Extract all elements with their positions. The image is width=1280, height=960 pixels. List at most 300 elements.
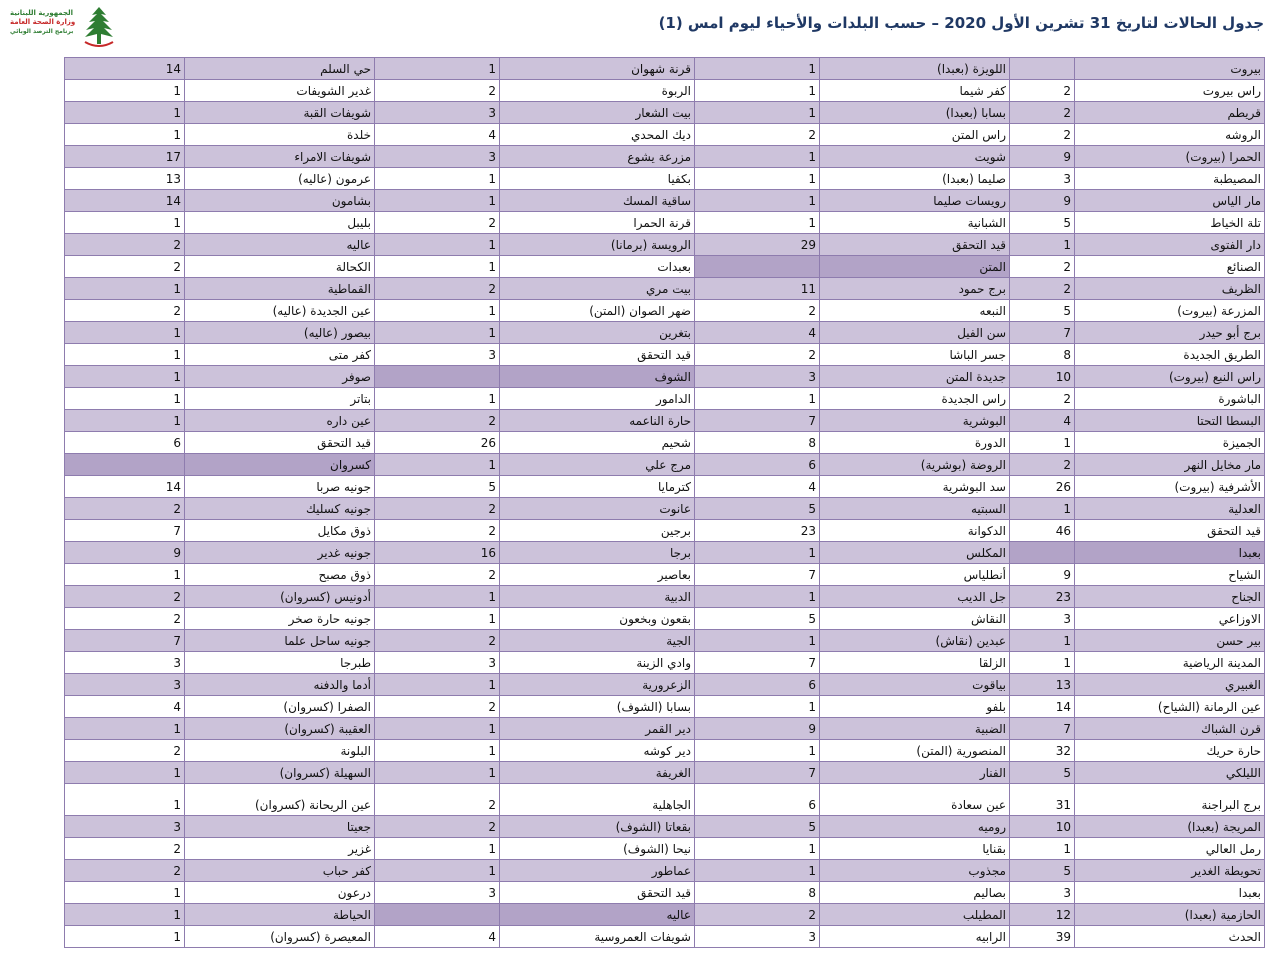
town-cell: القماطية bbox=[185, 278, 375, 300]
count-cell: 1 bbox=[695, 168, 820, 190]
count-cell: 5 bbox=[1010, 300, 1075, 322]
town-cell: المصيطبة bbox=[1075, 168, 1265, 190]
empty-count-cell bbox=[375, 904, 500, 926]
count-cell: 5 bbox=[695, 498, 820, 520]
town-cell: غزير bbox=[185, 838, 375, 860]
count-cell: 2 bbox=[1010, 256, 1075, 278]
count-cell: 2 bbox=[1010, 278, 1075, 300]
count-cell: 1 bbox=[1010, 652, 1075, 674]
town-cell: الكحالة bbox=[185, 256, 375, 278]
town-cell: بعبدا bbox=[1075, 542, 1265, 564]
count-cell: 6 bbox=[695, 674, 820, 696]
count-cell: 2 bbox=[375, 784, 500, 816]
town-cell: عين الرمانة (الشياح) bbox=[1075, 696, 1265, 718]
town-cell: قرنة الحمرا bbox=[500, 212, 695, 234]
table-row bbox=[65, 586, 1265, 608]
town-cell: بسابا (الشوف) bbox=[500, 696, 695, 718]
town-cell: مار مخايل النهر bbox=[1075, 454, 1265, 476]
count-cell: 14 bbox=[1010, 696, 1075, 718]
count-cell: 10 bbox=[1010, 366, 1075, 388]
table-row bbox=[65, 520, 1265, 542]
count-cell: 31 bbox=[1010, 784, 1075, 816]
town-cell: المعيصرة (كسروان) bbox=[185, 926, 375, 948]
town-cell: بعاصير bbox=[500, 564, 695, 586]
town-cell: الدبية bbox=[500, 586, 695, 608]
town-cell: الدكوانة bbox=[820, 520, 1010, 542]
town-cell: عماطور bbox=[500, 860, 695, 882]
count-cell: 1 bbox=[375, 838, 500, 860]
table-row bbox=[65, 366, 1265, 388]
count-cell: 1 bbox=[375, 168, 500, 190]
count-cell: 8 bbox=[1010, 344, 1075, 366]
town-cell: رمل العالي bbox=[1075, 838, 1265, 860]
count-cell: 6 bbox=[65, 432, 185, 454]
count-cell: 3 bbox=[1010, 168, 1075, 190]
town-cell: البسطا التحتا bbox=[1075, 410, 1265, 432]
town-cell: جونيه غدير bbox=[185, 542, 375, 564]
count-cell: 8 bbox=[695, 432, 820, 454]
count-cell: 9 bbox=[65, 542, 185, 564]
town-cell: المريجة (بعبدا) bbox=[1075, 816, 1265, 838]
count-cell: 1 bbox=[695, 838, 820, 860]
count-cell: 1 bbox=[375, 234, 500, 256]
count-cell: 7 bbox=[695, 652, 820, 674]
town-cell: الصفرا (كسروان) bbox=[185, 696, 375, 718]
town-cell: برج حمود bbox=[820, 278, 1010, 300]
count-cell: 7 bbox=[695, 564, 820, 586]
count-cell: 13 bbox=[1010, 674, 1075, 696]
town-cell: شويت bbox=[820, 146, 1010, 168]
count-cell: 1 bbox=[375, 388, 500, 410]
count-cell: 1 bbox=[65, 762, 185, 784]
town-cell: الطريق الجديدة bbox=[1075, 344, 1265, 366]
table-row bbox=[65, 168, 1265, 190]
town-cell: حي السلم bbox=[185, 58, 375, 80]
count-cell: 5 bbox=[1010, 860, 1075, 882]
count-cell: 1 bbox=[695, 630, 820, 652]
town-cell: سن الفيل bbox=[820, 322, 1010, 344]
count-cell: 7 bbox=[1010, 718, 1075, 740]
town-cell: كفر حباب bbox=[185, 860, 375, 882]
town-cell: عين الريحانة (كسروان) bbox=[185, 784, 375, 816]
table-row bbox=[65, 102, 1265, 124]
count-cell: 23 bbox=[1010, 586, 1075, 608]
table-row bbox=[65, 432, 1265, 454]
town-cell: بيت مري bbox=[500, 278, 695, 300]
town-cell: جونيه ساحل علما bbox=[185, 630, 375, 652]
count-cell: 1 bbox=[695, 586, 820, 608]
town-cell: الباشورة bbox=[1075, 388, 1265, 410]
count-cell: 1 bbox=[65, 718, 185, 740]
town-cell: مجذوب bbox=[820, 860, 1010, 882]
table-row bbox=[65, 718, 1265, 740]
table-row bbox=[65, 190, 1265, 212]
town-cell: جل الديب bbox=[820, 586, 1010, 608]
town-cell: دير القمر bbox=[500, 718, 695, 740]
town-cell: الزلقا bbox=[820, 652, 1010, 674]
empty-count-cell bbox=[65, 454, 185, 476]
count-cell: 1 bbox=[65, 102, 185, 124]
count-cell: 5 bbox=[1010, 762, 1075, 784]
count-cell: 14 bbox=[65, 58, 185, 80]
table-row bbox=[65, 784, 1265, 816]
table-row bbox=[65, 80, 1265, 102]
town-cell: حارة الناعمه bbox=[500, 410, 695, 432]
count-cell: 1 bbox=[375, 762, 500, 784]
count-cell: 4 bbox=[1010, 410, 1075, 432]
count-cell: 4 bbox=[695, 322, 820, 344]
town-cell: الأشرفية (بيروت) bbox=[1075, 476, 1265, 498]
town-cell: عبدين (نقاش) bbox=[820, 630, 1010, 652]
town-cell: بكفيا bbox=[500, 168, 695, 190]
count-cell: 6 bbox=[695, 784, 820, 816]
count-cell: 2 bbox=[695, 300, 820, 322]
town-cell: كفر شيما bbox=[820, 80, 1010, 102]
logo-line-ministry: وزارة الصحة العامة bbox=[10, 18, 76, 26]
town-cell: بقعون وبخعون bbox=[500, 608, 695, 630]
count-cell: 1 bbox=[375, 608, 500, 630]
count-cell: 2 bbox=[695, 344, 820, 366]
town-cell: بشامون bbox=[185, 190, 375, 212]
count-cell: 2 bbox=[65, 740, 185, 762]
town-cell: جعيتا bbox=[185, 816, 375, 838]
table-row bbox=[65, 476, 1265, 498]
town-cell: قيد التحقق bbox=[1075, 520, 1265, 542]
town-cell: الضبية bbox=[820, 718, 1010, 740]
table-row bbox=[65, 322, 1265, 344]
town-cell: عين الجديدة (عاليه) bbox=[185, 300, 375, 322]
town-cell: قيد التحقق bbox=[500, 882, 695, 904]
town-cell: الجناح bbox=[1075, 586, 1265, 608]
count-cell: 1 bbox=[65, 80, 185, 102]
town-cell: العدلية bbox=[1075, 498, 1265, 520]
town-cell: خلدة bbox=[185, 124, 375, 146]
town-cell: الشوف bbox=[500, 366, 695, 388]
count-cell: 1 bbox=[375, 674, 500, 696]
count-cell: 6 bbox=[695, 454, 820, 476]
town-cell: عين سعادة bbox=[820, 784, 1010, 816]
town-cell: ذوق مصبح bbox=[185, 564, 375, 586]
count-cell: 1 bbox=[65, 410, 185, 432]
count-cell: 3 bbox=[375, 882, 500, 904]
town-cell: الليلكي bbox=[1075, 762, 1265, 784]
logo-line-republic: الجمهورية اللبنانية bbox=[10, 9, 74, 17]
count-cell: 2 bbox=[1010, 102, 1075, 124]
count-cell: 1 bbox=[375, 586, 500, 608]
cases-table-container bbox=[64, 57, 1265, 948]
table-row bbox=[65, 926, 1265, 948]
town-cell: نيحا (الشوف) bbox=[500, 838, 695, 860]
count-cell: 2 bbox=[65, 586, 185, 608]
town-cell: السبتيه bbox=[820, 498, 1010, 520]
table-row bbox=[65, 838, 1265, 860]
town-cell: المزرعة (بيروت) bbox=[1075, 300, 1265, 322]
cases-by-town-table bbox=[64, 57, 1265, 948]
count-cell: 1 bbox=[695, 696, 820, 718]
count-cell: 1 bbox=[65, 388, 185, 410]
count-cell: 3 bbox=[695, 926, 820, 948]
count-cell: 2 bbox=[65, 608, 185, 630]
count-cell: 1 bbox=[375, 454, 500, 476]
count-cell: 32 bbox=[1010, 740, 1075, 762]
town-cell: الشياح bbox=[1075, 564, 1265, 586]
town-cell: الغبيري bbox=[1075, 674, 1265, 696]
count-cell: 26 bbox=[375, 432, 500, 454]
town-cell: طبرجا bbox=[185, 652, 375, 674]
count-cell: 2 bbox=[65, 234, 185, 256]
count-cell: 2 bbox=[695, 124, 820, 146]
town-cell: الروضة (بوشرية) bbox=[820, 454, 1010, 476]
town-cell: غدير الشويفات bbox=[185, 80, 375, 102]
town-cell: المدينة الرياضية bbox=[1075, 652, 1265, 674]
count-cell: 2 bbox=[65, 256, 185, 278]
town-cell: الدورة bbox=[820, 432, 1010, 454]
town-cell: عاليه bbox=[185, 234, 375, 256]
count-cell: 1 bbox=[1010, 432, 1075, 454]
count-cell: 1 bbox=[695, 388, 820, 410]
empty-count-cell bbox=[1010, 58, 1075, 80]
town-cell: تلة الخياط bbox=[1075, 212, 1265, 234]
count-cell: 2 bbox=[375, 696, 500, 718]
town-cell: الربوة bbox=[500, 80, 695, 102]
town-cell: الحياطة bbox=[185, 904, 375, 926]
count-cell: 1 bbox=[695, 146, 820, 168]
town-cell: الحازمية (بعبدا) bbox=[1075, 904, 1265, 926]
count-cell: 9 bbox=[1010, 564, 1075, 586]
town-cell: الشبانية bbox=[820, 212, 1010, 234]
town-cell: تحويطة الغدير bbox=[1075, 860, 1265, 882]
town-cell: ديك المحدي bbox=[500, 124, 695, 146]
count-cell: 1 bbox=[695, 80, 820, 102]
town-cell: مرج علي bbox=[500, 454, 695, 476]
town-cell: بلفو bbox=[820, 696, 1010, 718]
town-cell: مزرعة يشوع bbox=[500, 146, 695, 168]
town-cell: البلونة bbox=[185, 740, 375, 762]
town-cell: شحيم bbox=[500, 432, 695, 454]
town-cell: الغريفة bbox=[500, 762, 695, 784]
town-cell: بعبدات bbox=[500, 256, 695, 278]
count-cell: 4 bbox=[695, 476, 820, 498]
count-cell: 1 bbox=[65, 322, 185, 344]
town-cell: كسروان bbox=[185, 454, 375, 476]
town-cell: ساقية المسك bbox=[500, 190, 695, 212]
town-cell: النقاش bbox=[820, 608, 1010, 630]
count-cell: 1 bbox=[65, 366, 185, 388]
town-cell: برج أبو حيدر bbox=[1075, 322, 1265, 344]
count-cell: 2 bbox=[65, 300, 185, 322]
town-cell: بيت الشعار bbox=[500, 102, 695, 124]
count-cell: 4 bbox=[375, 926, 500, 948]
town-cell: المنصورية (المتن) bbox=[820, 740, 1010, 762]
count-cell: 1 bbox=[65, 904, 185, 926]
count-cell: 9 bbox=[1010, 190, 1075, 212]
count-cell: 26 bbox=[1010, 476, 1075, 498]
table-row bbox=[65, 652, 1265, 674]
table-row bbox=[65, 146, 1265, 168]
town-cell: البوشرية bbox=[820, 410, 1010, 432]
town-cell: روميه bbox=[820, 816, 1010, 838]
count-cell: 9 bbox=[695, 718, 820, 740]
town-cell: الرابيه bbox=[820, 926, 1010, 948]
town-cell: اللويزة (بعبدا) bbox=[820, 58, 1010, 80]
count-cell: 1 bbox=[695, 190, 820, 212]
count-cell: 7 bbox=[695, 762, 820, 784]
town-cell: عانوت bbox=[500, 498, 695, 520]
count-cell: 1 bbox=[65, 344, 185, 366]
table-row bbox=[65, 904, 1265, 926]
count-cell: 4 bbox=[375, 124, 500, 146]
town-cell: بصاليم bbox=[820, 882, 1010, 904]
town-cell: الجاهلية bbox=[500, 784, 695, 816]
table-row bbox=[65, 300, 1265, 322]
town-cell: مار الياس bbox=[1075, 190, 1265, 212]
count-cell: 2 bbox=[375, 564, 500, 586]
count-cell: 3 bbox=[375, 652, 500, 674]
town-cell: الجميزة bbox=[1075, 432, 1265, 454]
town-cell: حارة حريك bbox=[1075, 740, 1265, 762]
table-row bbox=[65, 454, 1265, 476]
town-cell: الرويسة (برمانا) bbox=[500, 234, 695, 256]
count-cell: 3 bbox=[65, 816, 185, 838]
town-cell: كترمايا bbox=[500, 476, 695, 498]
count-cell: 3 bbox=[375, 146, 500, 168]
town-cell: شويفات القبة bbox=[185, 102, 375, 124]
logo-line-program: برنامج الترصد الوبائي bbox=[10, 28, 74, 35]
table-row bbox=[65, 124, 1265, 146]
cedar-tree-icon bbox=[79, 6, 119, 48]
town-cell: راس الجديدة bbox=[820, 388, 1010, 410]
table-row bbox=[65, 860, 1265, 882]
town-cell: راس المتن bbox=[820, 124, 1010, 146]
town-cell: برجا bbox=[500, 542, 695, 564]
town-cell: قيد التحقق bbox=[500, 344, 695, 366]
count-cell: 2 bbox=[375, 212, 500, 234]
town-cell: شويفات العمروسية bbox=[500, 926, 695, 948]
count-cell: 2 bbox=[695, 904, 820, 926]
count-cell: 1 bbox=[375, 58, 500, 80]
count-cell: 12 bbox=[1010, 904, 1075, 926]
count-cell: 2 bbox=[1010, 388, 1075, 410]
town-cell: الحمرا (بيروت) bbox=[1075, 146, 1265, 168]
count-cell: 39 bbox=[1010, 926, 1075, 948]
count-cell: 1 bbox=[1010, 498, 1075, 520]
town-cell: المطيلب bbox=[820, 904, 1010, 926]
town-cell: أدما والدفنه bbox=[185, 674, 375, 696]
town-cell: المكلس bbox=[820, 542, 1010, 564]
moph-logo bbox=[10, 6, 119, 48]
count-cell: 1 bbox=[695, 58, 820, 80]
town-cell: النبعه bbox=[820, 300, 1010, 322]
town-cell: شويفات الامراء bbox=[185, 146, 375, 168]
town-cell: الظريف bbox=[1075, 278, 1265, 300]
town-cell: صليما (بعبدا) bbox=[820, 168, 1010, 190]
count-cell: 2 bbox=[1010, 454, 1075, 476]
town-cell: جسر الباشا bbox=[820, 344, 1010, 366]
count-cell: 2 bbox=[375, 630, 500, 652]
count-cell: 4 bbox=[65, 696, 185, 718]
count-cell: 1 bbox=[375, 300, 500, 322]
town-cell: الدامور bbox=[500, 388, 695, 410]
town-cell: قريطم bbox=[1075, 102, 1265, 124]
count-cell: 1 bbox=[375, 740, 500, 762]
town-cell: قيد التحقق bbox=[820, 234, 1010, 256]
page-title: جدول الحالات لتاريخ 31 تشرين الأول 2020 – حسب البلدات والأحياء ليوم امس (1) bbox=[658, 14, 1264, 32]
table-row bbox=[65, 564, 1265, 586]
count-cell: 29 bbox=[695, 234, 820, 256]
town-cell: بليبل bbox=[185, 212, 375, 234]
table-row bbox=[65, 58, 1265, 80]
table-row bbox=[65, 674, 1265, 696]
count-cell: 14 bbox=[65, 476, 185, 498]
town-cell: ضهر الصوان (المتن) bbox=[500, 300, 695, 322]
count-cell: 2 bbox=[375, 520, 500, 542]
count-cell: 3 bbox=[65, 652, 185, 674]
count-cell: 9 bbox=[1010, 146, 1075, 168]
town-cell: دير كوشه bbox=[500, 740, 695, 762]
count-cell: 2 bbox=[65, 838, 185, 860]
count-cell: 5 bbox=[375, 476, 500, 498]
count-cell: 1 bbox=[695, 860, 820, 882]
town-cell: ذوق مكايل bbox=[185, 520, 375, 542]
town-cell: عين داره bbox=[185, 410, 375, 432]
count-cell: 3 bbox=[1010, 608, 1075, 630]
count-cell: 1 bbox=[65, 278, 185, 300]
town-cell: بير حسن bbox=[1075, 630, 1265, 652]
town-cell: بياقوت bbox=[820, 674, 1010, 696]
count-cell: 13 bbox=[65, 168, 185, 190]
count-cell: 2 bbox=[65, 860, 185, 882]
count-cell: 2 bbox=[1010, 80, 1075, 102]
count-cell: 23 bbox=[695, 520, 820, 542]
moph-logo-text bbox=[10, 9, 75, 36]
town-cell: بتغرين bbox=[500, 322, 695, 344]
count-cell: 1 bbox=[1010, 630, 1075, 652]
table-body bbox=[65, 58, 1265, 948]
table-row bbox=[65, 256, 1265, 278]
table-row bbox=[65, 762, 1265, 784]
town-cell: درعون bbox=[185, 882, 375, 904]
town-cell: جونيه صربا bbox=[185, 476, 375, 498]
count-cell: 1 bbox=[375, 860, 500, 882]
empty-count-cell bbox=[1010, 542, 1075, 564]
count-cell: 2 bbox=[65, 498, 185, 520]
count-cell: 1 bbox=[695, 740, 820, 762]
count-cell: 1 bbox=[65, 926, 185, 948]
table-row bbox=[65, 388, 1265, 410]
count-cell: 2 bbox=[1010, 124, 1075, 146]
count-cell: 1 bbox=[65, 124, 185, 146]
town-cell: جديدة المتن bbox=[820, 366, 1010, 388]
count-cell: 3 bbox=[695, 366, 820, 388]
table-row bbox=[65, 344, 1265, 366]
count-cell: 1 bbox=[65, 784, 185, 816]
town-cell: الجية bbox=[500, 630, 695, 652]
table-row bbox=[65, 278, 1265, 300]
count-cell: 7 bbox=[65, 630, 185, 652]
town-cell: عرمون (عاليه) bbox=[185, 168, 375, 190]
town-cell: وادي الزينة bbox=[500, 652, 695, 674]
count-cell: 1 bbox=[375, 718, 500, 740]
town-cell: عاليه bbox=[500, 904, 695, 926]
town-cell: برجين bbox=[500, 520, 695, 542]
table-row bbox=[65, 740, 1265, 762]
count-cell: 1 bbox=[65, 564, 185, 586]
count-cell: 11 bbox=[695, 278, 820, 300]
town-cell: قرن الشباك bbox=[1075, 718, 1265, 740]
town-cell: الروشه bbox=[1075, 124, 1265, 146]
town-cell: برج البراجنة bbox=[1075, 784, 1265, 816]
town-cell: بقعاتا (الشوف) bbox=[500, 816, 695, 838]
